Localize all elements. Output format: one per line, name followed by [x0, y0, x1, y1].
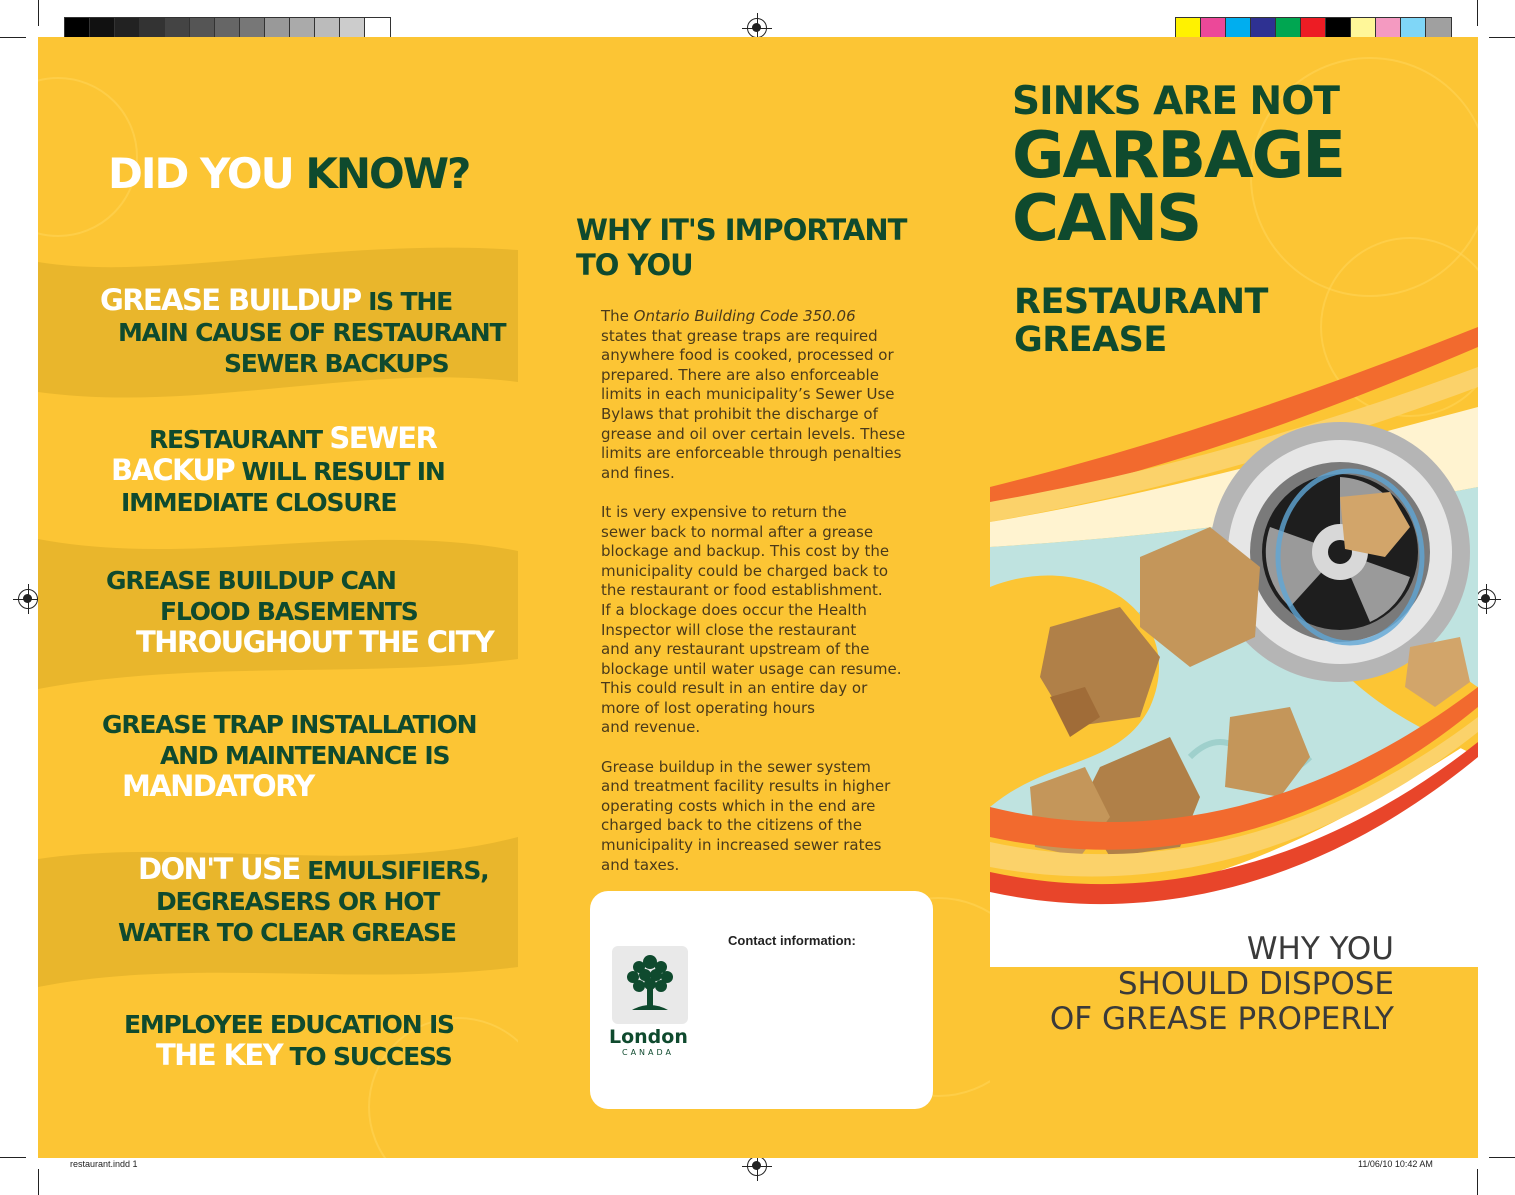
fact-grease-buildup: GREASE BUILDUP IS THE MAIN CAUSE OF RESTAURANT SEWER BACKUPS: [100, 283, 506, 378]
logo-wordmark: London: [609, 1026, 688, 1048]
registration-mark-bottom: [747, 1156, 767, 1176]
crop-mark: [1489, 37, 1515, 38]
fact-dont-use-emulsifiers: DON'T USE EMULSIFIERS, DEGREASERS OR HOT WATER TO CLEAR GREASE: [118, 852, 489, 947]
registration-mark-top: [747, 18, 767, 38]
slug-filename: restaurant.indd 1: [70, 1159, 138, 1169]
why-important-body: [601, 307, 941, 895]
crop-mark: [0, 1157, 26, 1158]
logo-country: CANADA: [622, 1048, 675, 1057]
crop-mark: [38, 0, 39, 26]
crop-mark: [1477, 0, 1478, 26]
crop-mark: [0, 37, 26, 38]
slug-timestamp: 11/06/10 10:42 AM: [1358, 1159, 1433, 1169]
crop-mark: [1477, 1169, 1478, 1195]
contact-info-box: [590, 891, 933, 1109]
contact-info-label: Contact information:: [728, 933, 856, 948]
paragraph-building-code: The Ontario Building Code 350.06 states that grease traps are required anywhere food is cooked, processed or prepared. There are also enforceable limits in each municipality’s Sewer Use Bylaws that prohibit the discharge of grease and oil over certain levels. These limits are enforceable through penalties and fines.: [601, 307, 906, 482]
heading-green-part: KNOW?: [305, 149, 470, 198]
fact-sewer-backup: RESTAURANT SEWER BACKUP WILL RESULT IN IMMEDIATE CLOSURE: [111, 421, 445, 517]
cover-title: SINKS ARE NOT GARBAGE CANS: [1012, 79, 1344, 256]
crop-mark: [1489, 1157, 1515, 1158]
heading-white-part: DID YOU: [108, 149, 293, 198]
why-important-heading: WHY IT'S IMPORTANT TO YOU: [576, 213, 907, 282]
fact-grease-trap-mandatory: GREASE TRAP INSTALLATION AND MAINTENANCE IS MANDATORY: [102, 710, 477, 803]
crop-mark: [38, 1169, 39, 1195]
panel-why-important: [518, 37, 990, 1158]
cover-subtitle: RESTAURANT GREASE: [1014, 282, 1268, 360]
panel-cover: [990, 37, 1478, 1158]
registration-mark-left: [18, 589, 38, 609]
city-of-london-logo: [609, 946, 692, 1057]
cover-tagline: WHY YOU SHOULD DISPOSE OF GREASE PROPERLY: [1049, 931, 1394, 1037]
sink-drain-illustration: [990, 287, 1478, 967]
paragraph-cost: It is very expensive to return the sewer back to normal after a grease blockage and backup. This cost by the municipality could be charged back to the restaurant or food establishment. If a blockage does occur the Health Inspector will close the restaurant and any restaurant upstream of the blockage until water usage can resume. This could result in an entire day or more of lost operating hours and revenue.: [601, 502, 902, 737]
tree-icon: [612, 946, 688, 1024]
registration-mark-right: [1476, 589, 1496, 609]
fact-employee-education: EMPLOYEE EDUCATION IS THE KEY TO SUCCESS: [124, 1010, 454, 1072]
fact-flood-basements: GREASE BUILDUP CAN FLOOD BASEMENTS THROUGHOUT THE CITY: [106, 566, 494, 659]
paragraph-operating-costs: Grease buildup in the sewer system and treatment facility results in higher operating costs which in the end are charged back to the citizens of the municipality in increased sewer rates and taxes.: [601, 757, 891, 874]
did-you-know-heading: [108, 149, 469, 198]
panel-did-you-know: [38, 37, 518, 1158]
